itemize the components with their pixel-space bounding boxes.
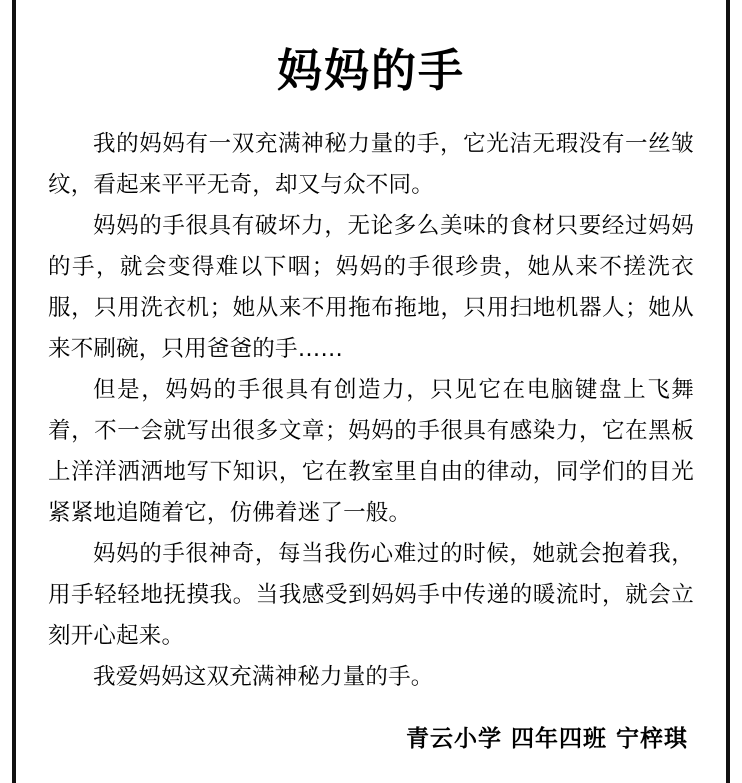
page-border-left: [12, 0, 16, 783]
paragraph: 我的妈妈有一双充满神秘力量的手，它光洁无瑕没有一丝皱纹，看起来平平无奇，却又与众不同。: [48, 131, 694, 198]
document-content: [30, 0, 712, 783]
paragraph: 但是，妈妈的手很具有创造力，只见它在电脑键盘上飞舞着，不一会就写出很多文章；妈妈的手很具有感染力，它在黑板上洋洋洒洒地写下知识，它在教室里自由的律动，同学们的目光紧紧地追随着它，仿佛着迷了一般。: [48, 377, 694, 526]
article-body: [48, 124, 694, 698]
paragraph: 妈妈的手很神奇，每当我伤心难过的时候，她就会抱着我，用手轻轻地抚摸我。当我感受到妈妈手中传递的暖流时，就会立刻开心起来。: [48, 541, 694, 649]
paragraph: 妈妈的手很具有破坏力，无论多么美味的食材只要经过妈妈的手，就会变得难以下咽；妈妈的手很珍贵，她从来不搓洗衣服，只用洗衣机；她从来不用拖布拖地，只用扫地机器人；她从来不刷碗，只用爸爸的手……: [48, 213, 694, 362]
paragraph: 我爱妈妈这双充满神秘力量的手。: [93, 664, 434, 690]
page-title: 妈妈的手: [276, 44, 465, 97]
author-signature: 青云小学 四年四班 宁梓琪: [405, 726, 688, 752]
page-border-right: [726, 0, 730, 783]
